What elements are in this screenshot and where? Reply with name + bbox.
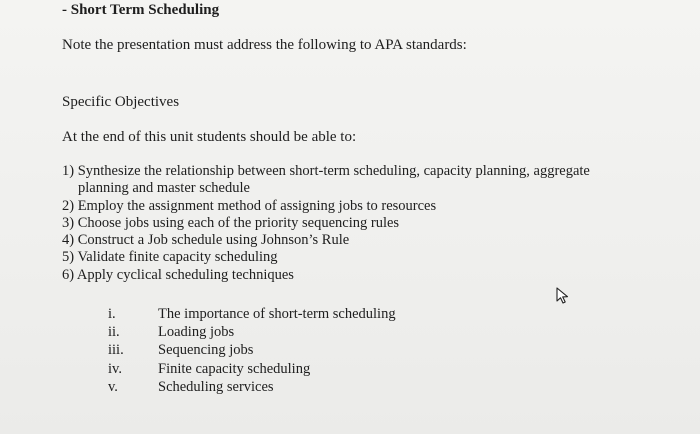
topic-number: ii. bbox=[108, 324, 120, 341]
objective-item: 6) Apply cyclical scheduling techniques bbox=[62, 266, 294, 283]
topic-number: i. bbox=[108, 306, 116, 322]
topic-item bbox=[108, 360, 396, 378]
topic-number: v. bbox=[108, 378, 118, 395]
topic-item bbox=[108, 323, 396, 341]
topic-item bbox=[108, 341, 396, 359]
topics-list bbox=[108, 305, 396, 396]
objective-text: 1) Synthesize the relationship between short-term scheduling, capacity planning, aggregate bbox=[62, 163, 590, 179]
specific-objectives-title: Specific Objectives bbox=[62, 94, 180, 110]
topic-text: The importance of short-term scheduling bbox=[158, 306, 396, 322]
at-end-text: At the end of this unit students should be able to: bbox=[62, 129, 357, 145]
topic-text: Loading jobs bbox=[158, 324, 235, 341]
topic-text: Finite capacity scheduling bbox=[158, 360, 311, 377]
section-heading: - Short Term Scheduling bbox=[62, 2, 220, 18]
topic-item bbox=[108, 378, 396, 396]
objective-item: 5) Validate finite capacity scheduling bbox=[62, 249, 278, 266]
objective-item: 4) Construct a Job schedule using Johnson’s Rule bbox=[62, 232, 350, 249]
note-text: Note the presentation must address the following to APA standards: bbox=[62, 37, 467, 53]
objective-item bbox=[62, 163, 590, 198]
topic-item bbox=[108, 305, 396, 323]
topic-number: iii. bbox=[108, 342, 124, 359]
topic-number: iv. bbox=[108, 360, 122, 377]
objectives-list bbox=[62, 163, 590, 284]
objective-text-continued: planning and master schedule bbox=[78, 180, 250, 197]
mouse-pointer-icon bbox=[554, 286, 574, 306]
objective-item: 2) Employ the assignment method of assigning jobs to resources bbox=[62, 197, 437, 214]
objective-item: 3) Choose jobs using each of the priority sequencing rules bbox=[62, 214, 400, 231]
topic-text: Scheduling services bbox=[158, 378, 274, 395]
topic-text: Sequencing jobs bbox=[158, 342, 254, 359]
